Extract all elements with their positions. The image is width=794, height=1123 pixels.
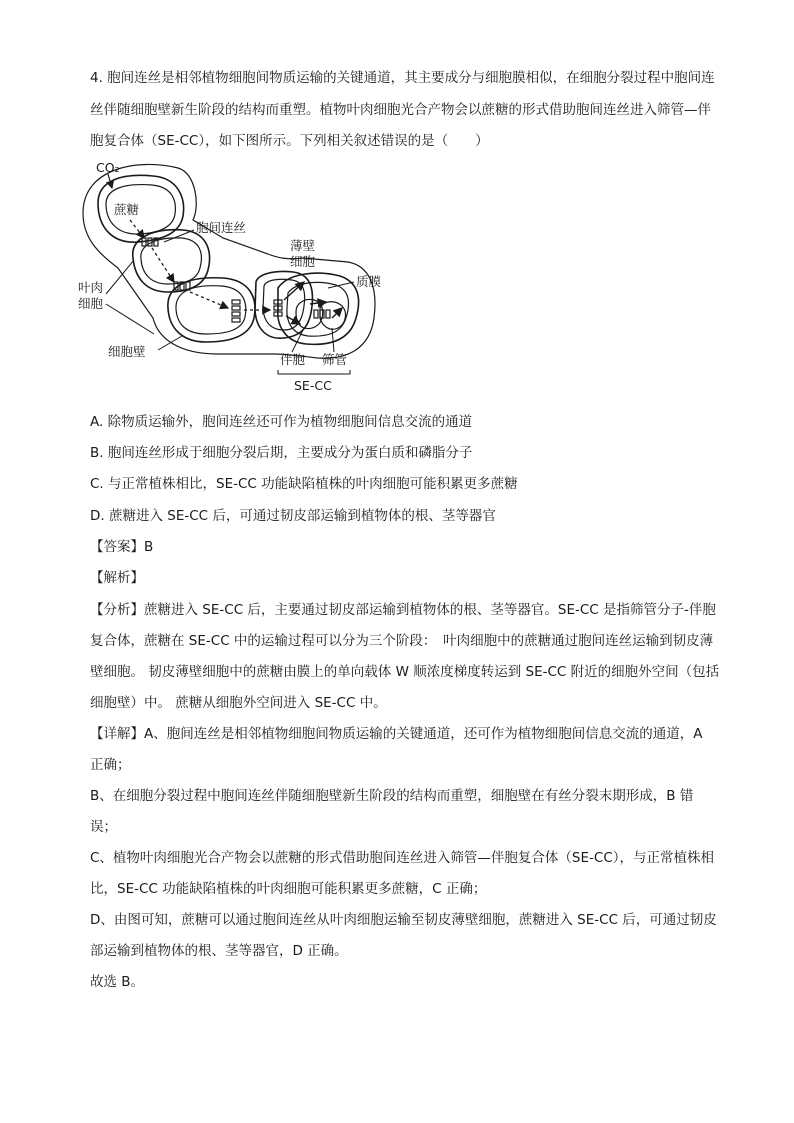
analysis-line-4: 细胞壁）中。 蔗糖从细胞外空间进入 SE-CC 中。: [90, 695, 387, 711]
label-plasmodesmata: 胞间连丝: [196, 220, 247, 235]
label-sucrose: 蔗糖: [114, 202, 140, 217]
option-a: A. 除物质运输外，胞间连丝还可作为植物细胞间信息交流的通道: [90, 414, 473, 430]
detail-line-9: 故选 B。: [90, 974, 145, 990]
question-stem-line-3: 胞复合体（SE-CC），如下图所示。下列相关叙述错误的是（ ）: [90, 133, 489, 149]
detail-line-1: 【详解】A、胞间连丝是相邻植物细胞间物质运输的关键通道，还可作为植物细胞间信息交流的通道，A: [90, 726, 703, 742]
analysis-line-1: 【分析】蔗糖进入 SE-CC 后，主要通过韧皮部运输到植物体的根、茎等器官。SE-CC 是指筛管分子-伴胞: [90, 602, 716, 618]
detail-line-6: 比，SE-CC 功能缺陷植株的叶肉细胞可能积累更多蔗糖，C 正确；: [90, 881, 487, 897]
detail-line-2: 正确；: [90, 757, 131, 773]
answer-label: 【答案】B: [90, 539, 154, 555]
label-parenchyma-line1: 薄壁: [290, 238, 316, 253]
detail-line-8: 部运输到植物体的根、茎等器官，D 正确。: [90, 943, 348, 959]
option-c: C. 与正常植株相比，SE-CC 功能缺陷植株的叶肉细胞可能积累更多蔗糖: [90, 476, 518, 492]
label-plasma-membrane: 质膜: [356, 274, 382, 289]
mesophyll-cell-lower: [168, 278, 255, 342]
label-mesophyll-line2: 细胞: [78, 296, 104, 311]
detail-line-5: C、植物叶肉细胞光合产物会以蔗糖的形式借助胞间连丝进入筛管—伴胞复合体（SE-CC），与正常植株相: [90, 850, 714, 866]
option-d: D. 蔗糖进入 SE-CC 后，可通过韧皮部运输到植物体的根、茎等器官: [90, 508, 496, 524]
detail-line-3: B、在细胞分裂过程中胞间连丝伴随细胞壁新生阶段的结构而重塑，细胞壁在有丝分裂末期形成，B 错: [90, 788, 694, 804]
option-b: B. 胞间连丝形成于细胞分裂后期，主要成分为蛋白质和磷脂分子: [90, 445, 473, 461]
label-cell-wall: 细胞壁: [108, 344, 146, 359]
label-companion-cell: 伴胞: [280, 352, 306, 367]
analysis-label: 【解析】: [90, 570, 144, 586]
analysis-line-2: 复合体，蔗糖在 SE-CC 中的运输过程可以分为三个阶段： 叶肉细胞中的蔗糖通过胞间连丝运输到韧皮薄: [90, 633, 714, 649]
question-stem-line-2: 丝伴随细胞壁新生阶段的结构而重塑。植物叶肉细胞光合产物会以蔗糖的形式借助胞间连丝进入筛管—伴: [90, 102, 711, 118]
label-mesophyll-line1: 叶肉: [78, 280, 104, 295]
detail-line-7: D、由图可知，蔗糖可以通过胞间连丝从叶肉细胞运输至韧皮薄壁细胞，蔗糖进入 SE-CC 后，可通过韧皮: [90, 912, 717, 928]
detail-line-4: 误；: [90, 819, 117, 835]
label-sieve-tube: 筛管: [322, 352, 348, 367]
label-se-cc: SE-CC: [294, 378, 332, 393]
label-co2: CO₂: [96, 160, 120, 175]
label-parenchyma-line2: 细胞: [290, 254, 316, 269]
se-cc-diagram: [78, 158, 398, 398]
question-stem-line-1: 4. 胞间连丝是相邻植物细胞间物质运输的关键通道，其主要成分与细胞膜相似，在细胞分裂过程中胞间连: [90, 70, 715, 86]
analysis-line-3: 壁细胞。 韧皮薄壁细胞中的蔗糖由膜上的单向载体 W 顺浓度梯度转运到 SE-CC 附近的细胞外空间（包括: [90, 664, 720, 680]
